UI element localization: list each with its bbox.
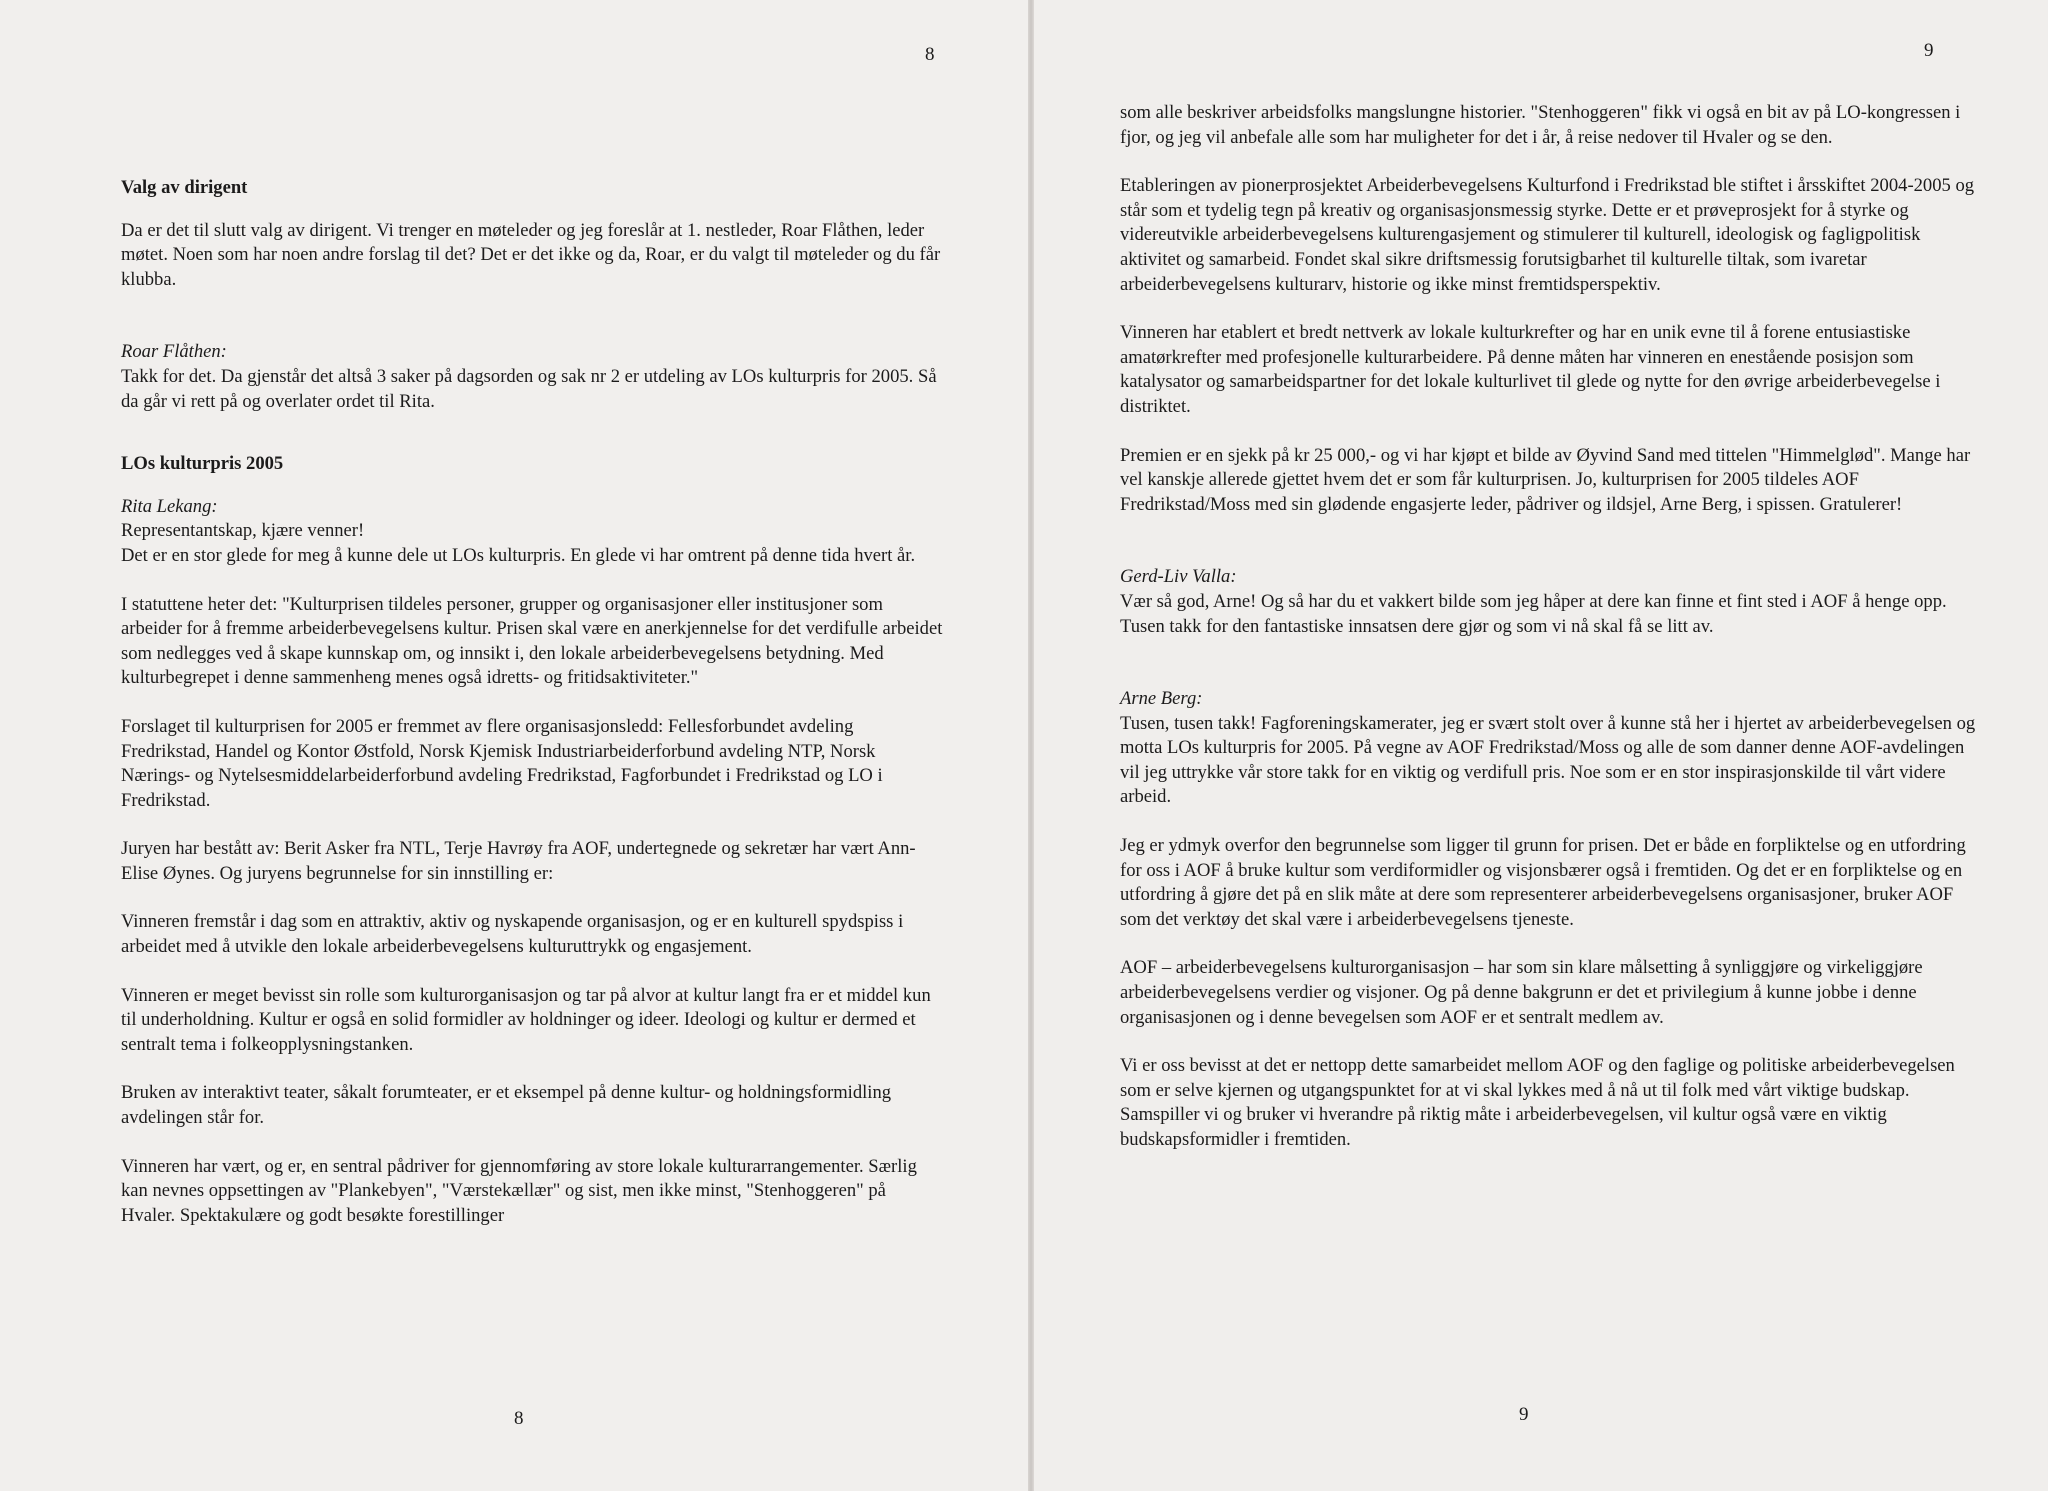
paragraph: Forslaget til kulturprisen for 2005 er fremmet av flere organisasjonsledd: Fellesforbundet avdeling Fredrikstad, Handel og Kontor Østfold, Norsk Kjemisk Industriarbeiderforbund avdeling NTP, Norsk Nærings- og Nytelsesmiddelarbeiderforbund avdeling Fredrikstad, Fagforbundet i Fredrikstad og LO i Fredrikstad. xyxy=(121,715,883,811)
paragraph: Juryen har bestått av: Berit Asker fra NTL, Terje Havrøy fra AOF, undertegnede og sekretær har vært Ann-Elise Øynes. Og juryens begrunnelse for sin innstilling er: xyxy=(121,838,916,884)
paragraph: Etableringen av pionerprosjektet Arbeiderbevegelsens Kulturfond i Fredrikstad ble stiftet i årsskiftet 2004-2005 og står som et tydelig tegn på kreativ og organisasjonsmessig styrke. Dette er et prøveprosjekt for å styrke og videreutvikle arbeiderbevegelsens kulturengasjement og stimulerer til kulturell, ideologisk og fagligpolitisk aktivitet og samarbeid. Fondet skal sikre driftsmessig forutsigbarhet til kulturelle tiltak, som ivaretar arbeiderbevegelsens kulturarv, historie og ikke minst fremtidsperspektiv. xyxy=(1120,175,1975,295)
paragraph: Premien er en sjekk på kr 25 000,- og vi har kjøpt et bilde av Øyvind Sand med tittelen "Himmelglød". Mange har vel kanskje allerede gjettet hvem det er som får kulturprisen. Jo, kulturprisen for 2005 tildeles AOF Fredrikstad/Moss med sin glødende engasjerte leder, pådriver og ildsjel, Arne Berg, i spissen. Gratulerer! xyxy=(1120,444,1971,515)
page-number-bottom: 8 xyxy=(514,1408,524,1429)
paragraph: Vær så god, Arne! Og så har du et vakkert bilde som jeg håper at dere kan finne et fint sted i AOF å henge opp. Tusen takk for den fantastiske innsatsen dere gjør og som vi nå skal få se litt av. xyxy=(1120,590,1947,637)
right-page-content xyxy=(1120,101,1980,1153)
page-number-top: 9 xyxy=(1924,40,1934,61)
paragraph: Vinneren er meget bevisst sin rolle som kulturorganisasjon og tar på alvor at kultur langt fra er et middel kun til underholdning. Kultur er også en solid formidler av holdninger og ideer. Ideologi og kultur er dermed et sentralt tema i folkeopplysningstanken. xyxy=(121,984,931,1055)
paragraph: Tusen, tusen takk! Fagforeningskamerater, jeg er svært stolt over å kunne stå her i hjertet av arbeiderbevegelsen og motta LOs kulturpris for 2005. På vegne av AOF Fredrikstad/Moss og alle de som danner denne AOF-avdelingen vil jeg uttrykke vår store takk for en viktig og verdifull pris. Noe som er en stor inspirasjonskilde til vårt videre arbeid. xyxy=(1120,712,1976,808)
right-page xyxy=(1034,0,2048,1491)
section-heading-los-kulturpris: LOs kulturpris 2005 xyxy=(121,453,284,475)
speaker-label: Rita Lekang: xyxy=(121,495,218,517)
paragraph: Jeg er ydmyk overfor den begrunnelse som ligger til grunn for prisen. Det er både en forpliktelse og en utfordring for oss i AOF å bruke kultur som verdiformidler og visjonsbærer også i fremtiden. Og det er en forpliktelse og en utfordring å gjøre det på en slik måte at dere som representerer arbeiderbevegelsens organisasjoner, bruker AOF som det verktøy det skal være i arbeiderbevegelsens tjeneste. xyxy=(1120,835,1966,930)
speaker-label: Gerd-Liv Valla: xyxy=(1120,566,1237,588)
speaker-label: Roar Flåthen: xyxy=(121,341,227,363)
section-heading-valg-av-dirigent: Valg av dirigent xyxy=(121,177,248,198)
paragraph: Vi er oss bevisst at det er nettopp dette samarbeidet mellom AOF og den faglige og politiske arbeiderbevegelsen som er selve kjernen og utgangspunktet for at vi skal lykkes med å nå ut til folk med vårt viktige budskap. Samspiller vi og bruker vi hverandre på riktig måte i arbeiderbevegelsen, vil kultur også være en viktig budskapsformidler i fremtiden. xyxy=(1120,1055,1955,1150)
paragraph: Representantskap, kjære venner! xyxy=(121,520,365,542)
paragraph: som alle beskriver arbeidsfolks mangslungne historier. "Stenhoggeren" fikk vi også en bit av på LO-kongressen i fjor, og jeg vil anbefale alle som har muligheter for det i år, å reise nedover til Hvaler og se den. xyxy=(1120,102,1961,148)
paragraph: AOF – arbeiderbevegelsens kulturorganisasjon – har som sin klare målsetting å synliggjøre og virkeliggjøre arbeiderbevegelsens verdier og visjoner. Og på denne bakgrunn er det et privilegium å kunne jobbe i denne organisasjonen og i denne bevegelsen som AOF er et sentralt medlem av. xyxy=(1120,957,1923,1028)
paragraph: Da er det til slutt valg av dirigent. Vi trenger en møteleder og jeg foreslår at 1. nestleder, Roar Flåthen, leder møtet. Noen som har noen andre forslag til det? Det er det ikke og da, Roar, er du valgt til møteleder og du får klubba. xyxy=(121,219,941,290)
paragraph: Vinneren fremstår i dag som en attraktiv, aktiv og nyskapende organisasjon, og er en kulturell spydspiss i arbeidet med å utvikle den lokale arbeiderbevegelsens kulturuttrykk og engasjement. xyxy=(121,911,904,958)
paragraph: I statuttene heter det: "Kulturprisen tildeles personer, grupper og organisasjoner eller institusjoner som arbeider for å fremme arbeiderbevegelsens kultur. Prisen skal være en anerkjennelse for det verdifulle arbeidet som nedlegges ved å skape kunnskap om, og innsikt i, den lokale arbeiderbevegelsens betydning. Med kulturbegrepet i denne sammenheng menes også idretts- og fritidsaktiviteter." xyxy=(121,593,943,689)
paragraph: Vinneren har vært, og er, en sentral pådriver for gjennomføring av store lokale kulturarrangementer. Særlig kan nevnes oppsettingen av "Plankebyen", "Værstekællær" og sist, men ikke minst, "Stenhoggeren" på Hvaler. Spektakulære og godt besøkte forestillinger xyxy=(121,1155,917,1226)
paragraph: Bruken av interaktivt teater, såkalt forumteater, er et eksempel på denne kultur- og holdningsformidling avdelingen står for. xyxy=(121,1082,892,1129)
left-page-content xyxy=(121,176,943,1228)
page-number-top: 8 xyxy=(925,44,935,65)
paragraph: Vinneren har etablert et bredt nettverk av lokale kulturkrefter og har en unik evne til å forene entusiastiske amatørkrefter med profesjonelle kulturarbeidere. På denne måten har vinneren en enestående posisjon som katalysator og samarbeidspartner for det lokale kulturlivet til glede og nytte for den øvrige arbeiderbevegelse i distriktet. xyxy=(1120,322,1941,417)
page-number-bottom: 9 xyxy=(1519,1404,1529,1425)
speaker-label: Arne Berg: xyxy=(1120,688,1203,710)
paragraph: Takk for det. Da gjenstår det altså 3 saker på dagsorden og sak nr 2 er utdeling av LOs kulturpris for 2005. Så da går vi rett på og overlater ordet til Rita. xyxy=(121,365,937,412)
paragraph: Det er en stor glede for meg å kunne dele ut LOs kulturpris. En glede vi har omtrent på denne tida hvert år. xyxy=(121,544,916,566)
